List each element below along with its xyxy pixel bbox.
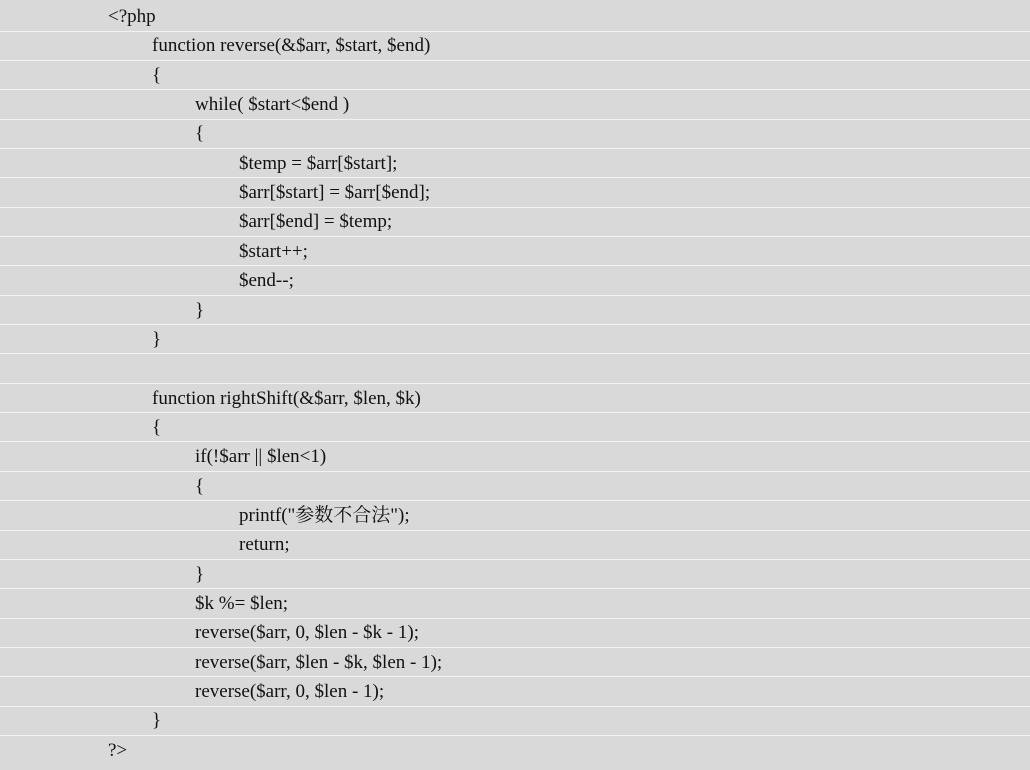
code-line-text: if(!$arr || $len<1) (195, 446, 327, 468)
code-line-text: { (152, 64, 162, 86)
code-line (0, 355, 1030, 384)
code-line (0, 649, 1030, 678)
code-line-text: function rightShift(&$arr, $len, $k) (152, 387, 421, 409)
code-line-text: } (195, 299, 205, 321)
code-line-text: { (195, 475, 205, 497)
code-line (0, 443, 1030, 472)
code-line (0, 3, 1030, 32)
code-line (0, 385, 1030, 414)
code-line (0, 473, 1030, 502)
code-line-text: <?php (108, 6, 156, 27)
code-line (0, 120, 1030, 149)
code-line (0, 62, 1030, 91)
code-line-text: { (152, 416, 162, 438)
code-line (0, 267, 1030, 296)
code-line-text: $k %= $len; (195, 593, 289, 614)
code-line (0, 619, 1030, 648)
code-line-text: printf("参数不合法"); (239, 504, 410, 526)
code-line (0, 238, 1030, 267)
code-line-text: function reverse(&$arr, $start, $end) (152, 35, 431, 57)
code-line (0, 707, 1030, 736)
code-line (0, 502, 1030, 531)
code-line (0, 32, 1030, 61)
code-line-text: while( $start<$end ) (195, 94, 350, 116)
code-line (0, 297, 1030, 326)
code-line (0, 590, 1030, 619)
code-line-text: return; (239, 534, 290, 556)
code-line-text: reverse($arr, 0, $len - $k - 1); (195, 622, 419, 644)
code-line (0, 150, 1030, 179)
code-line-text: } (152, 328, 162, 350)
code-line (0, 208, 1030, 237)
code-line-text: } (195, 563, 205, 585)
code-line-text: } (152, 710, 162, 732)
code-line (0, 326, 1030, 355)
code-line-text: { (195, 123, 205, 145)
code-line-text: $end--; (239, 270, 294, 292)
code-line (0, 91, 1030, 120)
code-line-text: reverse($arr, 0, $len - 1); (195, 681, 385, 703)
code-line-text: $arr[$end] = $temp; (239, 211, 393, 233)
code-line (0, 737, 1030, 766)
code-line (0, 414, 1030, 443)
code-line (0, 179, 1030, 208)
code-line-text: $temp = $arr[$start]; (239, 152, 398, 174)
code-line-text: $arr[$start] = $arr[$end]; (239, 182, 431, 204)
code-line (0, 531, 1030, 560)
code-line-text: ?> (108, 739, 128, 761)
code-line (0, 678, 1030, 707)
code-line (0, 561, 1030, 590)
code-line-text: $start++; (239, 240, 308, 262)
code-line-text: reverse($arr, $len - $k, $len - 1); (195, 651, 443, 673)
